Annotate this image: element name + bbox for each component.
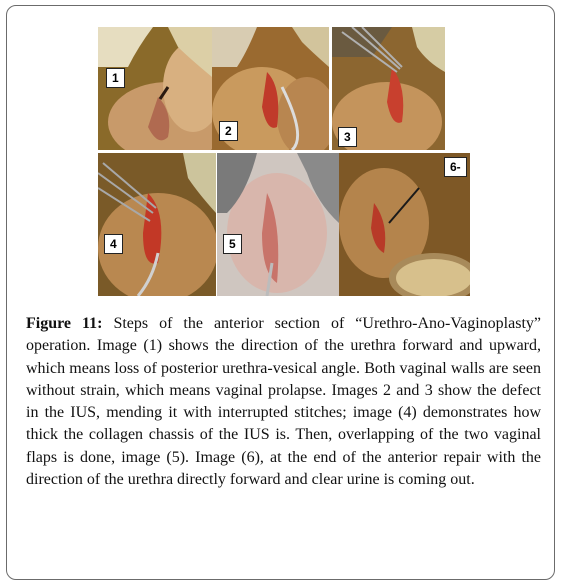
figure-panel-5 <box>217 153 339 296</box>
panel-number-1: 1 <box>106 68 125 88</box>
panel-number-4: 4 <box>104 234 123 254</box>
panel-number-3: 3 <box>338 127 357 147</box>
panel-number-6: 6- <box>444 157 467 177</box>
caption-lead: Figure 11: <box>26 315 103 332</box>
figure-panel-1 <box>98 27 212 150</box>
panel-number-5: 5 <box>223 234 242 254</box>
figure-caption <box>26 313 541 491</box>
panel-number-2: 2 <box>219 121 238 141</box>
caption-text: Steps of the anterior section of “Urethro-Ano-Vaginoplasty” operation. Image (1) shows the direction of the urethra forward and upward, which means loss of posterior urethra-vesical angle. Both vaginal walls are seen without strain, which means vaginal prolapse. Images 2 and 3 show the defect in the IUS, mending it with interrupted stitches; image (4) demonstrates how thick the collagen chassis of the IUS is. Then, overlapping of the two vaginal flaps is done, image (5). Image (6), at the end of the anterior repair with the direction of the urethra directly forward and clear urine is coming out. <box>26 315 541 489</box>
figure-panel-4 <box>98 153 216 296</box>
